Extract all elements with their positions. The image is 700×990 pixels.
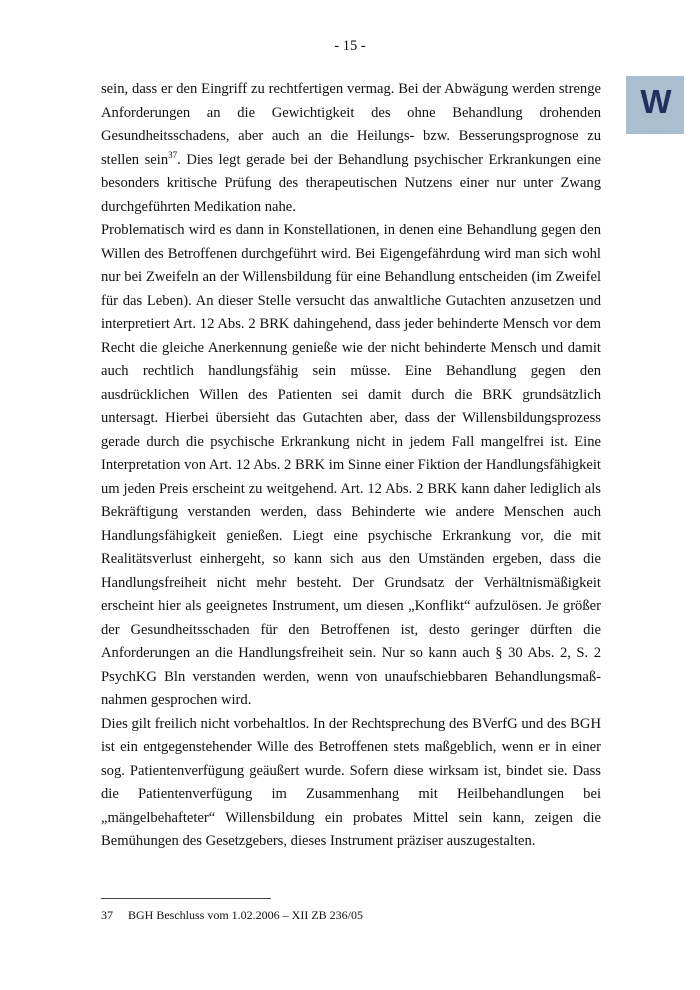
footnote-separator — [101, 898, 271, 899]
paragraph-1 — [101, 78, 601, 219]
page-number: - 15 - — [334, 38, 366, 54]
paragraph-1-text-cont: . Dies legt gerade bei der Behandlung psychischer Erkrankungen eine besonders kritische Prüfung des therapeutischen Nutzens einer nur unter Zwang durchgeführten Medikation nahe. — [101, 151, 601, 215]
footnote-text: BGH Beschluss vom 1.02.2006 – XII ZB 236/05 — [128, 908, 363, 922]
footnote — [101, 908, 601, 923]
publisher-logo — [626, 76, 684, 134]
paragraph-3: Dies gilt freilich nicht vorbehaltlos. In der Rechtsprechung des BVerfG und des BGH ist ein entgegenstehender Wille des Betroffenen stets maßgeblich, wenn er in einer sog. Patientenverfügung geäußert wurde. Sofern diese wirksam ist, bindet sie. Dass die Patientenverfügung im Zusammenhang mit Heilbehandlungen bei „mängelbehafteter“ Willensbildung ein probates Mittel sein kann, zeigen die Bemühungen des Gesetzgebers, dieses Instrument präziser auszugestalten. — [101, 715, 601, 849]
paragraph-1-text: sein, dass er den Eingriff zu rechtfertigen vermag. Bei der Abwägung werden strenge Anforderungen an die Gewichtigkeit des ohne Behandlung drohenden Gesundheitsschadens, aber auch an die Heilungs- bzw. Besserungsprognose zu stellen sein — [101, 81, 601, 168]
body-text — [101, 78, 601, 854]
logo-letter: W — [640, 83, 670, 120]
footnote-reference[interactable]: 37 — [168, 149, 178, 160]
footnote-number: 37 — [101, 908, 113, 922]
paragraph-2: Problematisch wird es dann in Konstellationen, in denen eine Behandlung gegen den Willen des Betroffenen durchgeführt wird. Bei Eigengefährdung wird man sich wohl nur bei Zweifeln an der Willensbildung für eine Behandlung entscheiden (im Zweifel für das Leben). An dieser Stelle versucht das anwaltliche Gutachten anzusetzen und interpretiert Art. 12 Abs. 2 BRK dahingehend, dass jeder behinderte Mensch vor dem Recht die gleiche Anerkennung genieße wie der nicht behinderte Mensch und damit auch rechtlich handlungsfähig sein müsse. Eine Behandlung gegen den ausdrücklichen Willen des Patienten sei damit durch die BRK grundsätzlich untersagt. Hierbei übersieht das Gutachten aber, dass der Willensbildungsprozess gerade durch die psychische Erkrankung nicht in jedem Fall mangelfrei ist. Eine Interpretation von Art. 12 Abs. 2 BRK im Sinne einer Fiktion der Handlungsfähigkeit um jeden Preis erscheint zu weitgehend. Art. 12 Abs. 2 BRK kann daher lediglich als Bekräftigung verstanden werden, dass Behinderte wie andere Menschen auch Handlungsfähigkeit genießen. Liegt eine psychische Erkrankung vor, die mit Realitätsverlust einhergeht, so kann sich aus den Umständen ergeben, dass die Handlungsfreiheit nicht mehr besteht. Der Grundsatz der Verhältnismäßigkeit erscheint hier als geeignetes Instrument, um diesen „Konflikt“ aufzulösen. Je größer der Gesundheitsschaden für den Betroffenen ist, desto geringer dürften die Anforderungen an die Handlungsfreiheit sein. Nur so kann auch § 30 Abs. 2, S. 2 PsychKG Bln verstanden werden, wenn von unaufschiebbaren Behandlungsmaßnahmen gesprochen wird. — [101, 222, 601, 708]
